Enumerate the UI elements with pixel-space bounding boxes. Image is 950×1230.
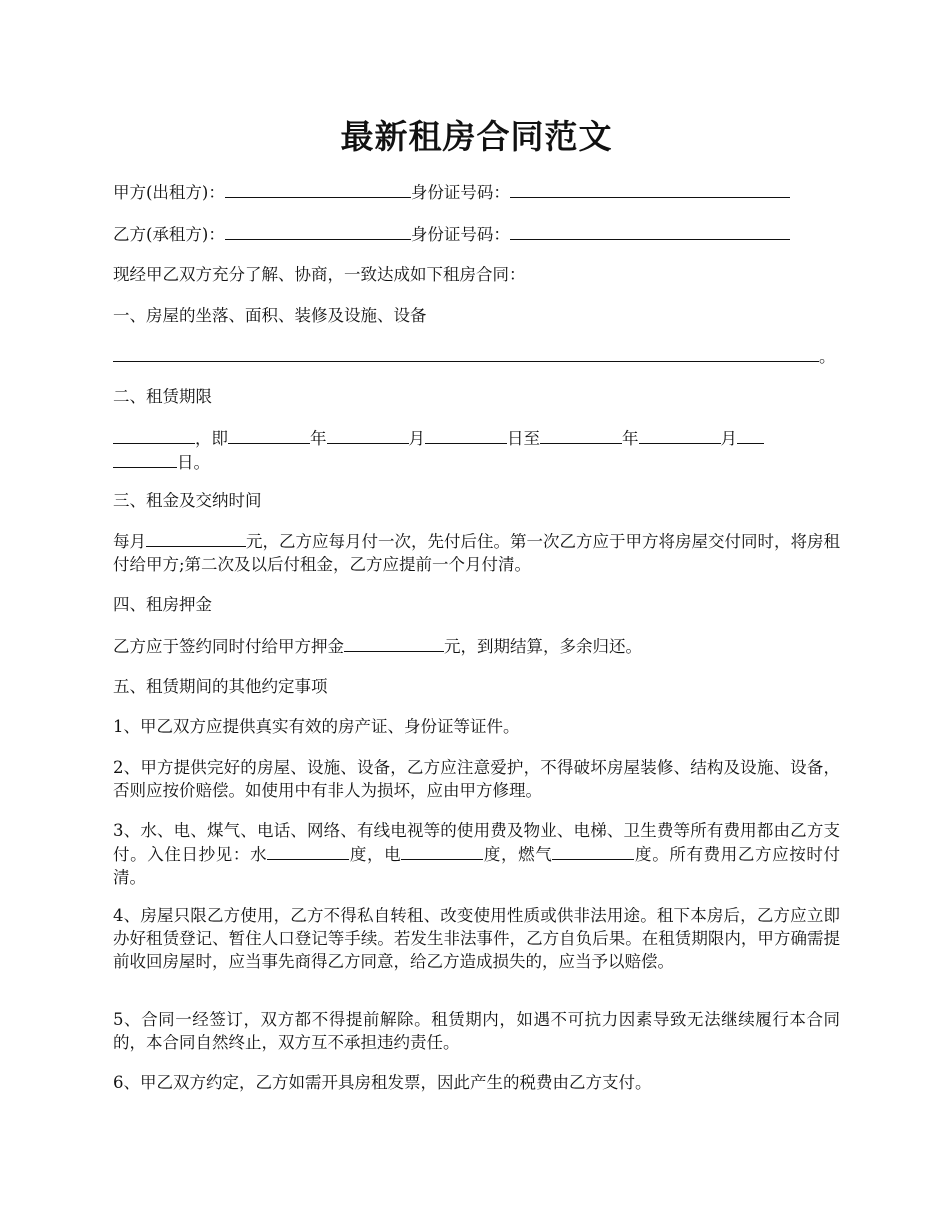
clause-4: 4、房屋只限乙方使用，乙方不得私自转租、改变使用性质或供非法用途。租下本房后，乙方应立即办好租赁登记、暂住人口登记等手续。若发生非法事件，乙方自负后果。在租赁期限内，甲方确需提前收回房屋时，应当事先商得乙方同意，给乙方造成损失的，应当予以赔偿。 [113,906,840,971]
party-a-line [113,180,840,204]
start-year-blank [228,426,310,444]
water-unit: 度，电 [349,845,402,864]
rent-prefix: 每月 [113,532,146,551]
end-year-blank [540,426,622,444]
address-end-mark: 。 [819,347,836,366]
address-blank [113,344,819,362]
section-3-heading: 三、租金及交纳时间 [113,491,262,510]
utilities-text: 3、水、电、煤气、电话、网络、有线电视等的使用费及物业、电梯、卫生费等所有费用都由乙方支付。入住日抄见：水 [113,821,840,864]
end-month-blank [639,426,721,444]
end-day-blank-part2 [113,450,177,468]
clause-2: 2、甲方提供完好的房屋、设施、设备，乙方应注意爱护，不得破坏房屋装修、结构及设施、设备，否则应按价赔偿。如使用中有非人为损坏，应由甲方修理。 [113,758,840,800]
party-a-label: 甲方(出租方)： [113,183,225,202]
end-day-label: 日。 [177,453,210,472]
start-day-label: 日至 [507,429,540,448]
end-day-blank-part1 [737,426,764,444]
clause-1: 1、甲乙双方应提供真实有效的房产证、身份证等证件。 [113,717,520,736]
section-2-period [113,426,840,474]
start-month-blank [327,426,409,444]
party-b-line [113,222,840,246]
deposit-suffix: 元，到期结算，多余归还。 [444,637,642,656]
party-b-id-blank [510,222,790,240]
start-month-label: 月 [408,429,425,448]
clause-5: 5、合同一经签订，双方都不得提前解除。租赁期内，如遇不可抗力因素导致无法继续履行本合同的，本合同自然终止，双方互不承担违约责任。 [113,1010,840,1052]
electric-unit: 度，燃气 [483,845,553,864]
document-title: 最新租房合同范文 [340,117,613,156]
party-a-id-blank [510,180,790,198]
party-a-id-label: 身份证号码： [410,183,510,202]
party-b-name-blank [225,222,411,240]
section-1-heading: 一、房屋的坐落、面积、装修及设施、设备 [113,306,427,325]
electric-reading-blank [401,842,483,860]
deposit-blank [344,634,444,652]
deposit-prefix: 乙方应于签约同时付给甲方押金 [113,637,344,656]
gas-reading-blank [552,842,634,860]
party-a-name-blank [225,180,411,198]
end-year-label: 年 [622,429,639,448]
water-reading-blank [267,842,349,860]
rent-terms: 元，乙方应每月付一次，先付后住。第一次乙方应于甲方将房屋交付同时，将房租付给甲方;第二次及以后付租金，乙方应提前一个月付清。 [113,532,840,574]
party-b-id-label: 身份证号码： [410,225,510,244]
section-4-body [113,634,840,658]
section-2-heading: 二、租赁期限 [113,387,212,406]
term-blank [113,426,195,444]
section-3-body [113,529,840,576]
section-4-heading: 四、租房押金 [113,595,212,614]
clause-6: 6、甲乙双方约定，乙方如需开具房租发票，因此产生的税费由乙方支付。 [113,1073,652,1092]
start-day-blank [425,426,507,444]
utilities-suffix: 度。所有费用乙方应按时付清。 [113,845,841,887]
intro-paragraph: 现经甲乙双方充分了解、协商，一致达成如下租房合同： [113,265,526,284]
monthly-rent-blank [146,529,246,547]
document-page [113,0,840,1230]
section-5-heading: 五、租赁期间的其他约定事项 [113,677,328,696]
party-b-label: 乙方(承租方)： [113,225,225,244]
term-ji: ，即 [195,429,228,448]
start-year-label: 年 [310,429,327,448]
section-1-address-line [113,344,840,368]
clause-3 [113,819,840,889]
end-month-label: 月 [720,429,737,448]
